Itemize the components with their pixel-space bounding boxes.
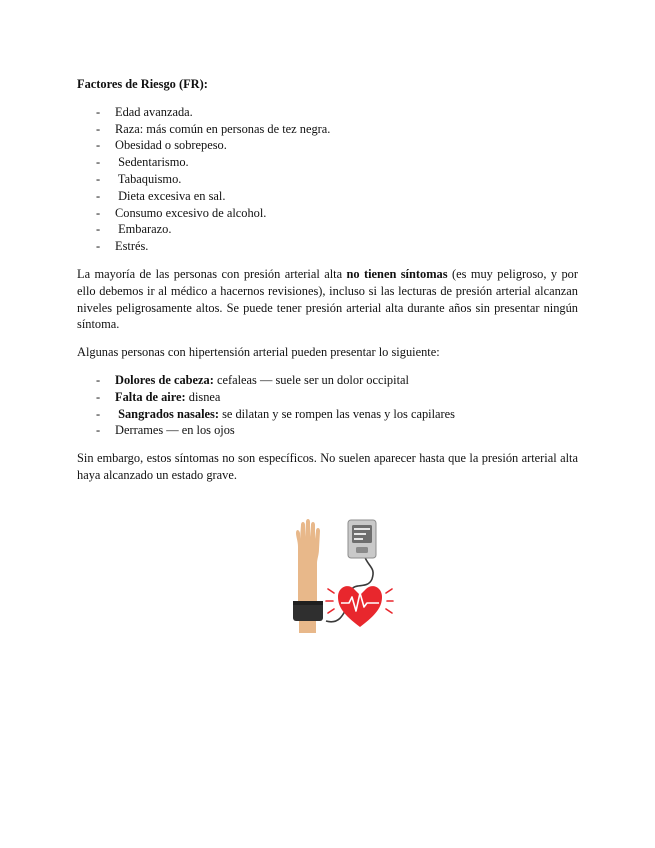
symptom-name: Dolores de cabeza: xyxy=(115,372,214,387)
list-item-text: Tabaquismo. xyxy=(115,171,182,186)
list-bullet: - xyxy=(96,155,101,170)
list-item-text: Raza: más común en personas de tez negra. xyxy=(115,121,331,136)
list-item-text: Embarazo. xyxy=(115,222,172,237)
list-item xyxy=(77,406,578,423)
monitor-button xyxy=(356,547,368,553)
list-item xyxy=(77,154,578,171)
symptom-description: cefaleas — suele ser un dolor occipital xyxy=(213,372,409,387)
list-bullet: - xyxy=(96,138,101,153)
blood-pressure-illustration xyxy=(286,517,394,635)
list-item-text: Estrés. xyxy=(115,239,149,254)
asymptomatic-paragraph xyxy=(77,266,578,333)
symptom-name: Falta de aire: xyxy=(115,389,186,404)
document-body xyxy=(77,76,578,495)
conclusion-paragraph: Sin embargo, estos síntomas no son específicos. No suelen aparecer hasta que la presión arterial alta haya alcanzado un estado grave. xyxy=(77,451,578,482)
list-item-text: Sedentarismo. xyxy=(115,155,189,170)
symptom-description: se dilatan y se rompen las venas y los capilares xyxy=(218,406,456,421)
tube-line xyxy=(352,555,373,589)
list-bullet: - xyxy=(96,372,101,387)
list-bullet: - xyxy=(96,188,101,203)
symptom-description: Derrames — en los ojos xyxy=(115,423,235,438)
symptoms-intro-paragraph: Algunas personas con hipertensión arterial pueden presentar lo siguiente: xyxy=(77,345,440,360)
blood-pressure-monitor-icon xyxy=(286,517,394,635)
symptom-description: disnea xyxy=(185,389,221,404)
list-item-text: Edad avanzada. xyxy=(115,104,193,119)
list-item xyxy=(77,121,578,138)
list-item xyxy=(77,104,578,121)
list-bullet: - xyxy=(96,406,101,421)
arm-shape xyxy=(296,519,320,601)
list-bullet: - xyxy=(96,239,101,254)
list-item-text: Dieta excesiva en sal. xyxy=(115,188,226,203)
risk-factors-heading: Factores de Riesgo (FR): xyxy=(77,77,208,91)
list-item xyxy=(77,188,578,205)
list-item xyxy=(77,238,578,255)
list-item-text: Consumo excesivo de alcohol. xyxy=(115,205,267,220)
list-bullet: - xyxy=(96,423,101,438)
list-item xyxy=(77,422,578,439)
list-item xyxy=(77,137,578,154)
list-item xyxy=(77,372,578,389)
emphasis-text: no tienen síntomas xyxy=(346,266,448,281)
list-item xyxy=(77,171,578,188)
list-item xyxy=(77,389,578,406)
list-item xyxy=(77,221,578,238)
list-bullet: - xyxy=(96,121,101,136)
symptom-name: Sangrados nasales: xyxy=(115,406,219,421)
list-bullet: - xyxy=(96,205,101,220)
list-item-text: Obesidad o sobrepeso. xyxy=(115,138,227,153)
paragraph-text: La mayoría de las personas con presión arterial alta xyxy=(77,266,347,281)
list-bullet: - xyxy=(96,389,101,404)
list-bullet: - xyxy=(96,104,101,119)
list-bullet: - xyxy=(96,222,101,237)
list-bullet: - xyxy=(96,171,101,186)
risk-factors-list xyxy=(77,104,578,255)
paragraph-text: (es muy peligroso, y por ello debemos ir al médico a hacernos revisiones), incluso si las lecturas de presión arterial alcanzan niveles peligrosamente altos. Se puede tener presión arterial alta durante años sin presentar ningún síntoma. xyxy=(77,266,579,332)
symptoms-list xyxy=(77,372,578,439)
list-item xyxy=(77,205,578,222)
